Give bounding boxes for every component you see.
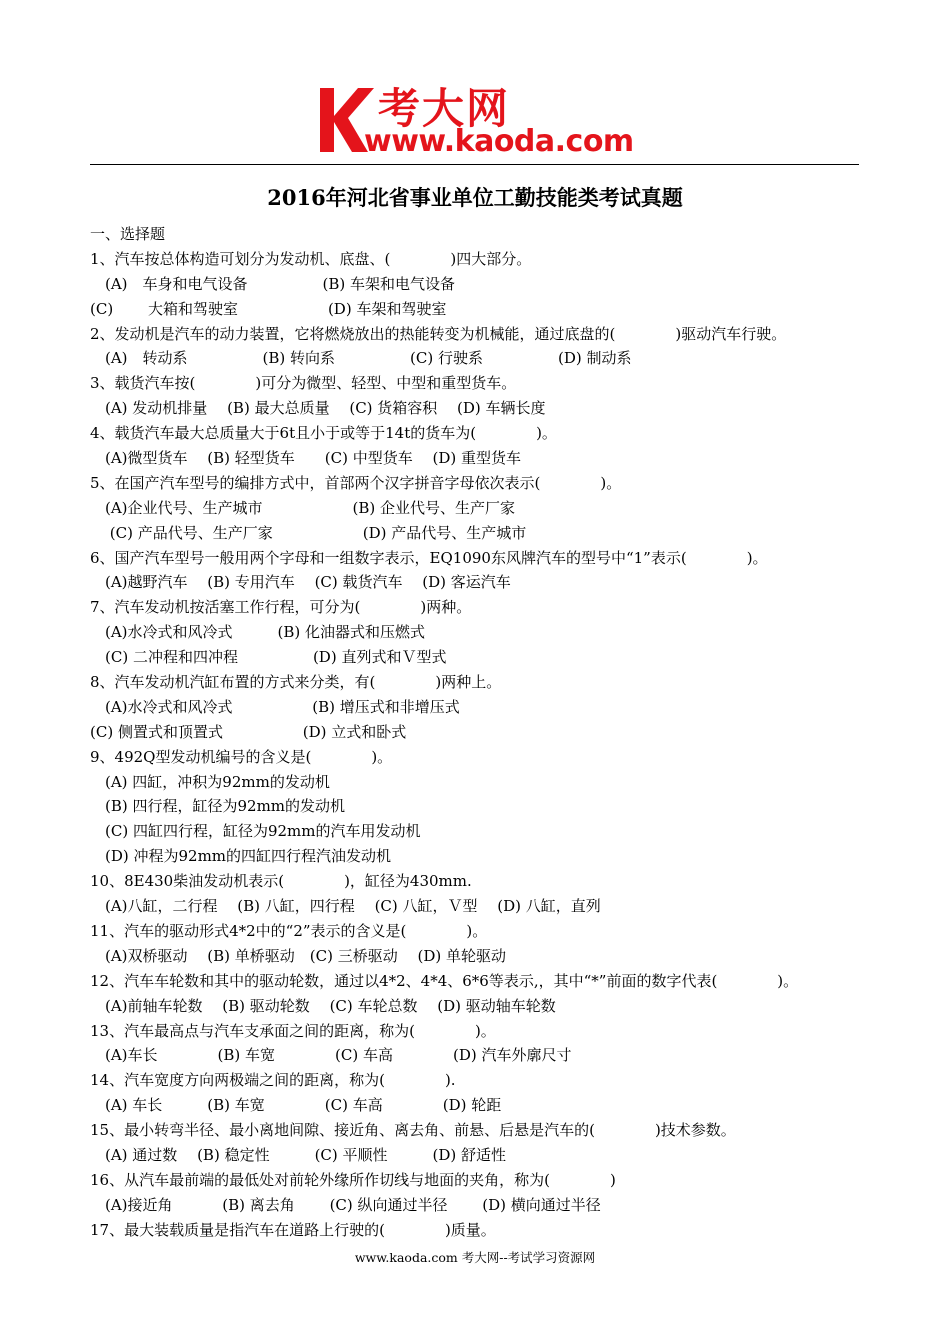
text-line: 6、国产汽车型号一般用两个字母和一组数字表示，EQ1090东风牌汽车的型号中“1”表示( )。 (90, 548, 768, 567)
text-line: (A)前轴车轮数 (B) 驱动轮数 (C) 车轮总数 (D) 驱动轴车轮数 (90, 996, 556, 1015)
text-line: 10、8E430柴油发动机表示( )，缸径为430mm. (90, 872, 472, 891)
text-line: 4、载货汽车最大总质量大于6t且小于或等于14t的货车为( )。 (90, 424, 557, 443)
text-line: (A)八缸，二行程 (B) 八缸，四行程 (C) 八缸，Ｖ型 (D) 八缸，直列 (90, 897, 601, 916)
document-title: 2016年河北省事业单位工勤技能类考试真题 (267, 185, 683, 210)
text-line: (C) 二冲程和四冲程 (D) 直列式和Ｖ型式 (90, 648, 447, 667)
text-line: (A) 车身和电气设备 (B) 车架和电气设备 (90, 274, 456, 293)
text-line: (C) 大箱和驾驶室 (D) 车架和驾驶室 (90, 299, 447, 318)
text-line: (A) 转动系 (B) 转向系 (C) 行驶系 (D) 制动系 (90, 349, 632, 368)
text-line: 一、选择题 (90, 225, 166, 243)
text-line: 11、汽车的驱动形式4*2中的“2”表示的含义是( )。 (90, 921, 488, 940)
kaoda-logo (318, 82, 648, 162)
text-line: 3、载货汽车按( )可分为微型、轻型、中型和重型货车。 (90, 374, 517, 393)
text-line: (C) 四缸四行程，缸径为92mm的汽车用发动机 (90, 822, 421, 841)
text-line: (B) 四行程，缸径为92mm的发动机 (90, 797, 346, 816)
text-line: 7、汽车发动机按活塞工作行程，可分为( )两种。 (90, 598, 472, 617)
text-line: 17、最大装载质量是指汽车在道路上行驶的( )质量。 (90, 1220, 496, 1239)
text-line: (A) 车长 (B) 车宽 (C) 车高 (D) 轮距 (90, 1096, 502, 1115)
text-line: (A)双桥驱动 (B) 单桥驱动 (C) 三桥驱动 (D) 单轮驱动 (90, 946, 507, 965)
text-line: (A)微型货车 (B) 轻型货车 (C) 中型货车 (D) 重型货车 (90, 449, 522, 468)
logo-chinese-text: 考大网 (378, 84, 511, 133)
text-line: 15、最小转弯半径、最小离地间隙、接近角、离去角、前悬、后悬是汽车的( )技术参数。 (90, 1121, 736, 1140)
text-line: (A) 发动机排量 (B) 最大总质量 (C) 货箱容积 (D) 车辆长度 (90, 399, 546, 418)
text-line: 5、在国产汽车型号的编排方式中，首部两个汉字拼音字母依次表示( )。 (90, 473, 622, 492)
text-line: 14、汽车宽度方向两极端之间的距离，称为( ). (90, 1071, 456, 1090)
text-line: (C) 产品代号、生产厂家 (D) 产品代号、生产城市 (90, 523, 527, 542)
text-line: (A)水冷式和风冷式 (B) 增压式和非增压式 (90, 697, 460, 716)
text-line: (A)接近角 (B) 离去角 (C) 纵向通过半径 (D) 横向通过半径 (90, 1195, 601, 1214)
text-line: 13、汽车最高点与汽车支承面之间的距离，称为( )。 (90, 1021, 496, 1040)
text-line: (A)企业代号、生产城市 (B) 企业代号、生产厂家 (90, 498, 516, 517)
text-line: 2、发动机是汽车的动力装置，它将燃烧放出的热能转变为机械能，通过底盘的( )驱动汽车行驶。 (90, 324, 787, 343)
text-line: 16、从汽车最前端的最低处对前轮外缘所作切线与地面的夹角，称为( ) (90, 1170, 616, 1189)
text-line: 1、汽车按总体构造可划分为发动机、底盘、( )四大部分。 (90, 249, 532, 268)
page-footer: www.kaoda.com 考大网--考试学习资源网 (354, 1250, 596, 1265)
text-line: (A)越野汽车 (B) 专用汽车 (C) 载货汽车 (D) 客运汽车 (90, 573, 511, 592)
text-line: (C) 侧置式和顶置式 (D) 立式和卧式 (90, 722, 407, 741)
text-line: 8、汽车发动机汽缸布置的方式来分类，有( )两种上。 (90, 673, 502, 692)
text-line: (A) 通过数 (B) 稳定性 (C) 平顺性 (D) 舒适性 (90, 1145, 507, 1164)
text-line: (D) 冲程为92mm的四缸四行程汽油发动机 (90, 847, 392, 866)
text-line: (A)车长 (B) 车宽 (C) 车高 (D) 汽车外廓尺寸 (90, 1046, 572, 1065)
text-line: 9、492Q型发动机编号的含义是( )。 (90, 747, 393, 766)
text-line: 12、汽车车轮数和其中的驱动轮数，通过以4*2、4*4、6*6等表示,，其中“*”前面的数字代表( )。 (90, 971, 799, 990)
text-line: (A) 四缸，冲积为92mm的发动机 (90, 772, 330, 791)
header-rule (90, 164, 859, 165)
question-list (90, 222, 870, 1243)
text-line: (A)水冷式和风冷式 (B) 化油器式和压燃式 (90, 623, 426, 642)
logo-url-text: www.kaoda.com (364, 124, 634, 159)
